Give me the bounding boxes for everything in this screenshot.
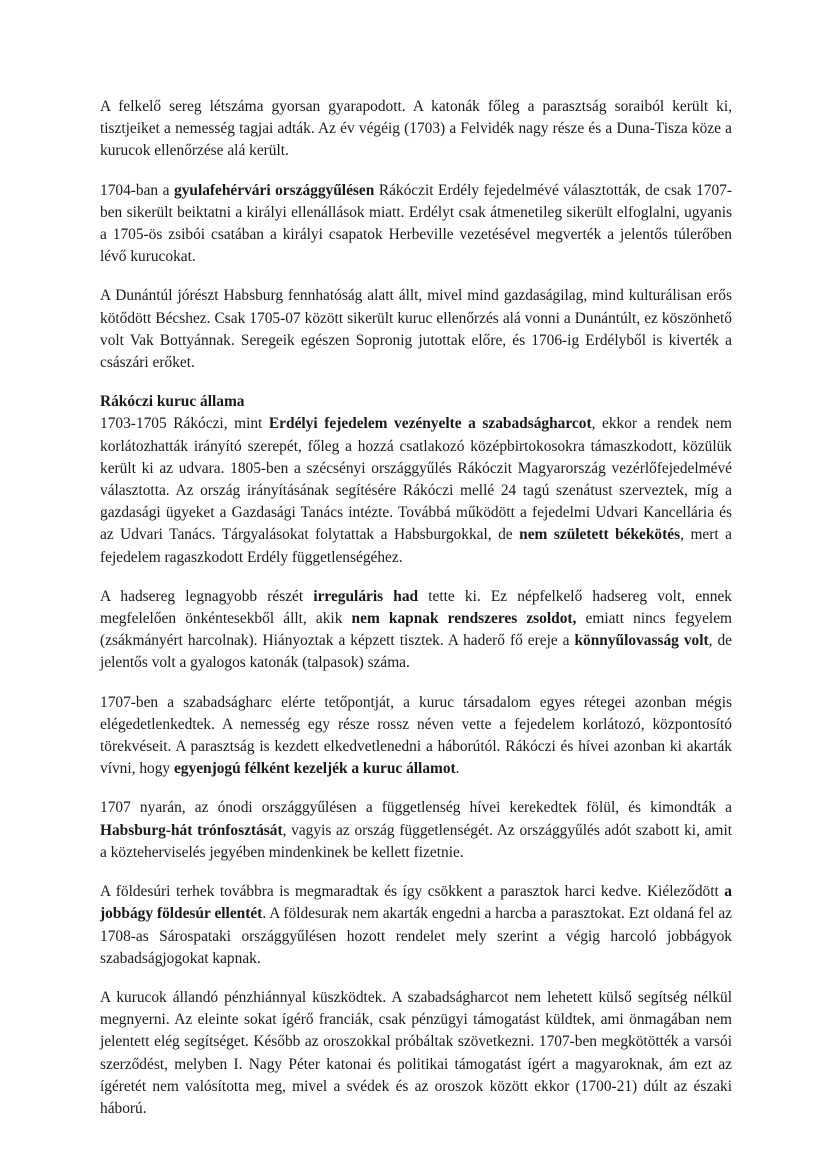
bold-term: könnyűlovasság volt (574, 632, 709, 650)
paragraph-gyulafehervar (100, 180, 732, 269)
bold-term: Erdélyi fejedelem vezényelte a szabadságharcot (268, 415, 592, 433)
text-run: , mert a fejedelem ragaszkodott Erdély függetlenségéhez. (100, 526, 732, 566)
text-run: A felkelő sereg létszáma gyorsan gyarapodott. A katonák főleg a parasztság soraiból került ki, tisztjeiket a nemesség tagjai adták. Az év végéig (1703) a Felvidék nagy része és a Duna-Tisza köze a kurucok ellenőrzése alá került. (100, 98, 732, 160)
text-run: . (455, 760, 460, 778)
paragraph-serfs (100, 881, 732, 970)
text-run: 1704-ban a (100, 181, 174, 199)
paragraph-finances (100, 987, 732, 1120)
section-heading: Rákóczi kuruc állama (100, 393, 245, 411)
paragraph-rakoczi-rule (100, 413, 732, 568)
section-rakoczi-state (100, 391, 732, 1120)
bold-term: a jobbágy földesúr ellentét (100, 883, 732, 923)
text-run: A hadsereg legnagyobb részét (100, 587, 314, 605)
bold-term: nem kapnak rendszeres zsoldot, (351, 610, 577, 628)
paragraph-1707-peak (100, 692, 732, 781)
text-run: A kurucok állandó pénzhiánnyal küszködtek. A szabadságharcot nem lehetett külső segítség nélkül megnyerni. Az eleinte sokat ígérő franciák, csak pénzügyi támogatást küldtek, ami önmagában nem jelentett elég segítséget. Később az oroszokkal próbáltak szövetkezni. 1707-ben megkötötték a varsói szerződést, melyben I. Nagy Péter katonai és politikai támogatást ígért a magyaroknak, ám ezt az ígéretét nem valósította meg, mivel a svédek és az oroszok között ekkor (1700-21) dúlt az északi háború. (100, 988, 732, 1117)
bold-term: gyulafehérvári országgyűlésen (174, 181, 375, 199)
text-run: , vagyis az ország függetlenségét. Az országgyűlés adót szabott ki, amit a közteherviselés jegyében mindenkinek be kellett fizetnie. (100, 821, 732, 861)
text-run: 1707-ben a szabadságharc elérte tetőpontját, a kuruc társadalom egyes rétegei azonban mégis elégedetlenkedtek. A nemesség egy része rossz néven vette a fejedelem korlátozó, központosító törekvéseit. A parasztság is kezdett elkedvetlenedni a háborútól. Rákóczi és hívei azonban ki akarták vívni, hogy (100, 693, 732, 778)
paragraph-dunantul (100, 285, 732, 374)
bold-term: egyenjogú félként kezeljék a kuruc államot (173, 760, 456, 778)
paragraph-intro (100, 96, 732, 163)
document-page (100, 96, 732, 1137)
bold-term: irreguláris had (313, 587, 419, 605)
paragraph-army (100, 586, 732, 675)
text-run: tette ki. Ez népfelkelő hadsereg volt, ennek megfelelően önkéntesekből állt, akik (100, 587, 732, 628)
text-run: Rákóczit Erdély fejedelmévé választották, de csak 1707-ben sikerült beiktatni a királyi ellenállások miatt. Erdélyt csak átmenetileg sikerült elfoglalni, ugyanis a 1705-ös zsibói csatában a királyi csapatok Herbeville vezetésével megverték a jelentős túlerőben lévő kurucokat. (100, 181, 732, 266)
text-run: emiatt nincs fegyelem (zsákmányért harcolnak). Hiányoztak a képzett tisztek. A haderő fő ereje a (100, 610, 733, 650)
text-run: A földesúri terhek továbbra is megmaradtak és így csökkent a parasztok harci kedve. Kiéleződött (100, 883, 719, 901)
bold-term: nem született békekötés (519, 526, 681, 544)
paragraph-onod (100, 797, 732, 864)
text-run: . A földesurak nem akarták engedni a harcba a parasztokat. Ezt oldaná fel az 1708-as Sárospataki országgyűlésen hozott rendelet mely szerint a végig harcoló jobbágyok szabadságjogokat kapnak. (100, 905, 732, 967)
text-run: , de jelentős volt a gyalogos katonák (talpasok) száma. (100, 632, 732, 672)
text-run: 1707 nyarán, az ónodi országgyűlésen a függetlenség hívei kerekedtek fölül, és kimondták a (100, 799, 732, 817)
text-run: A Dunántúl jórészt Habsburg fennhatóság alatt állt, mivel mind gazdaságilag, mind kulturálisan erős kötődött Bécshez. Csak 1705-07 között sikerült kuruc ellenőrzés alá vonni a Dunántúlt, ez köszönhető volt Vak Bottyánnak. Seregeik egészen Sopronig jutottak előre, és 1706-ig Erdélyből is kiverték a császári erőket. (100, 287, 732, 372)
text-run: , ekkor a rendek nem korlátozhatták irányító szerepét, főleg a hozzá csatlakozó középbirtokosokra támaszkodott, közülük került ki az udvara. 1805-ben a szécsényi országgyűlés Rákóczit Magyarország vezérlőfejedelmévé választotta. Az ország irányításának segítésére Rákóczi mellé 24 tagú szenátust szerveztek, míg a gazdasági ügyeket a Gazdasági Tanács intézte. Továbbá működött a fejedelmi Udvari Kancellária és az Udvari Tanács. Tárgyalásokat folytattak a Habsburgokkal, de (100, 415, 732, 544)
text-run: 1703-1705 Rákóczi, mint (100, 415, 269, 433)
bold-term: Habsburg-hát trónfosztását (100, 821, 283, 839)
